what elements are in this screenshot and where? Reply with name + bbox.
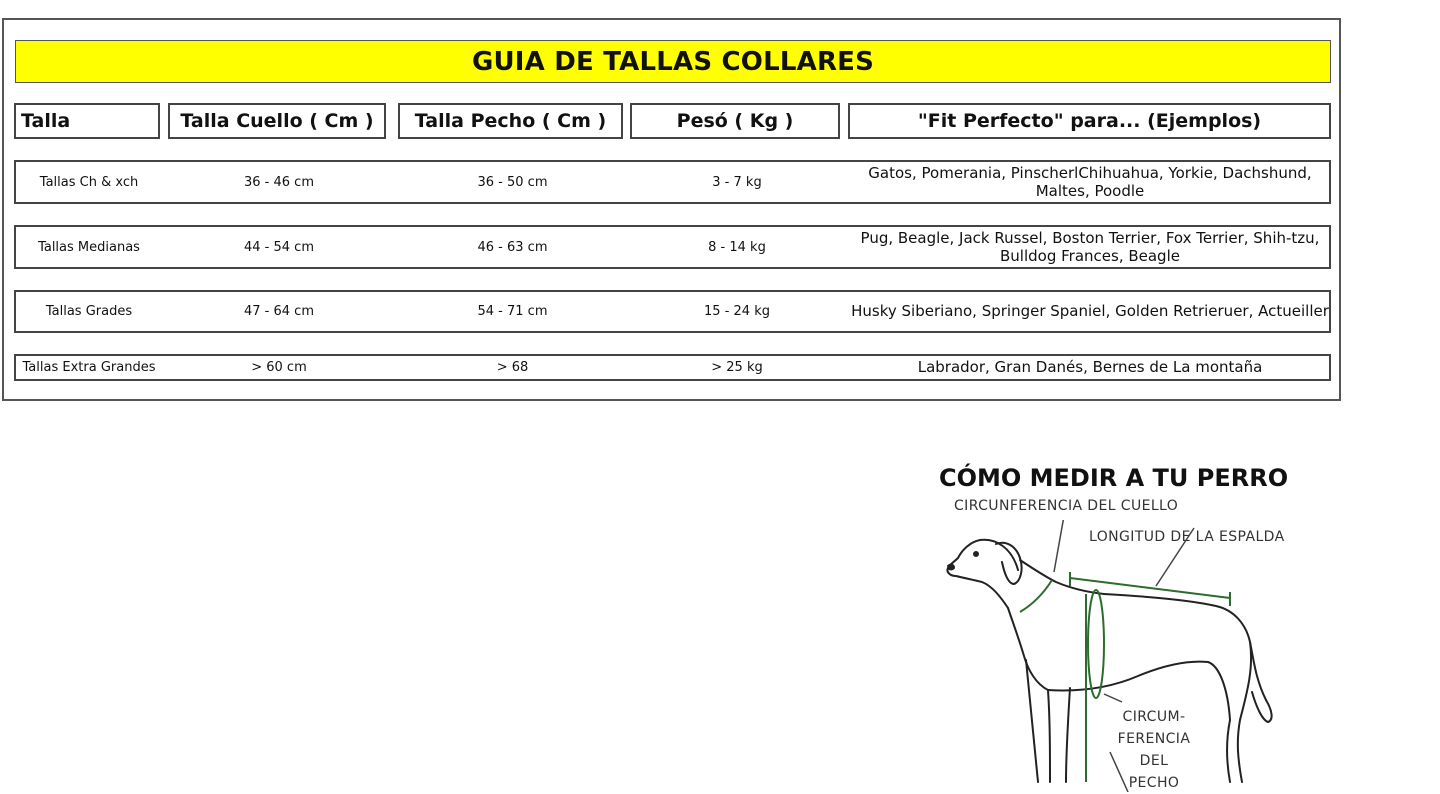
- cell-cuello: > 60 cm: [251, 360, 307, 375]
- cell-peso: > 25 kg: [711, 360, 763, 375]
- table-row: [14, 160, 1331, 204]
- cell-fit: Gatos, Pomerania, PinscherlChihuahua, Yorkie, Dachshund, Maltes, Poodle: [868, 164, 1312, 200]
- guide-title: GUIA DE TALLAS COLLARES: [471, 46, 875, 77]
- header-talla: Talla: [14, 103, 160, 139]
- cell-pecho: 46 - 63 cm: [477, 239, 548, 255]
- leader-lines: [1054, 520, 1194, 792]
- cell-cuello: 47 - 64 cm: [244, 304, 314, 319]
- cell-fit: Pug, Beagle, Jack Russel, Boston Terrier, Fox Terrier, Shih-tzu, Bulldog Frances, Beagle: [860, 229, 1320, 265]
- header-fit: "Fit Perfecto" para... (Ejemplos): [848, 103, 1331, 139]
- label-chest-line1: CIRCUM-: [1122, 709, 1186, 725]
- cell-talla: Tallas Extra Grandes: [22, 360, 156, 375]
- table-row: [14, 354, 1331, 381]
- cell-peso: 3 - 7 kg: [712, 174, 762, 190]
- header-pecho: Talla Pecho ( Cm ): [398, 103, 623, 139]
- cell-peso: 8 - 14 kg: [708, 239, 766, 255]
- label-neck: CIRCUNFERENCIA DEL CUELLO: [954, 498, 1179, 514]
- cell-talla: Tallas Ch & xch: [39, 174, 139, 190]
- header-cuello: Talla Cuello ( Cm ): [168, 103, 386, 139]
- cell-pecho: > 68: [496, 360, 529, 375]
- chest-measure-loop: [1088, 590, 1104, 698]
- cell-cuello: 44 - 54 cm: [244, 239, 314, 255]
- neck-measure-line: [1020, 580, 1052, 612]
- cell-peso: 15 - 24 kg: [704, 304, 770, 319]
- measure-title: CÓMO MEDIR A TU PERRO: [939, 464, 1289, 492]
- cell-fit: Husky Siberiano, Springer Spaniel, Golden Retrieruer, Actueiller: [851, 302, 1329, 320]
- cell-talla: Tallas Grades: [45, 304, 133, 319]
- label-chest-line3: DEL PECHO: [1128, 753, 1180, 791]
- label-chest-line2: FERENCIA: [1117, 731, 1191, 747]
- cell-pecho: 54 - 71 cm: [477, 304, 548, 319]
- title-bar: [15, 40, 1331, 83]
- table-row: [14, 290, 1331, 333]
- table-row: [14, 225, 1331, 269]
- cell-fit: Labrador, Gran Danés, Bernes de La montaña: [917, 358, 1263, 376]
- cell-cuello: 36 - 46 cm: [244, 174, 314, 190]
- dog-outline: [947, 540, 1271, 782]
- header-peso: Pesó ( Kg ): [630, 103, 840, 139]
- label-back: LONGITUD DE LA ESPALDA: [1089, 529, 1285, 545]
- back-measure-line: [1070, 578, 1230, 598]
- cell-talla: Tallas Medianas: [38, 239, 140, 255]
- cell-pecho: 36 - 50 cm: [477, 174, 548, 190]
- dog-measure-illustration: [900, 520, 1300, 792]
